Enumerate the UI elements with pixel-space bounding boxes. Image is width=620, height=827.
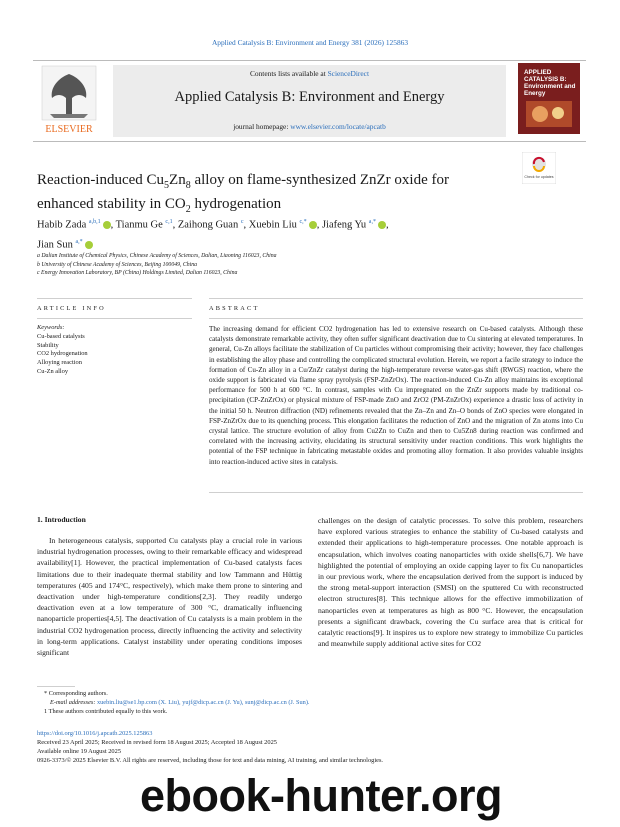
journal-title: Applied Catalysis B: Environment and Energy — [174, 89, 445, 105]
keyword: Stability — [37, 341, 59, 349]
badge-label: Check for updates — [524, 175, 554, 179]
keywords-block — [37, 324, 192, 377]
journal-header-center — [113, 65, 506, 137]
orcid-icon[interactable] — [103, 221, 111, 229]
article-info-heading: ARTICLE INFO — [37, 305, 106, 312]
authors-line-2: Jian Sun $^{a,*}$ — [37, 234, 507, 254]
check-for-updates-badge[interactable] — [522, 152, 556, 184]
introduction-heading: 1. Introduction — [37, 515, 86, 524]
orcid-icon[interactable] — [378, 221, 386, 229]
doi-link[interactable]: https://doi.org/10.1016/j.apcatb.2025.125863 — [37, 730, 153, 737]
orcid-icon[interactable] — [85, 241, 93, 249]
divider — [209, 318, 583, 319]
sciencedirect-link[interactable]: ScienceDirect — [327, 69, 370, 78]
journal-reference[interactable]: Applied Catalysis B: Environment and Energy 381 (2026) 125863 — [211, 38, 409, 47]
divider — [37, 298, 192, 299]
title-line-2: enhanced stability in $CO_2$ hydrogenation — [37, 196, 282, 215]
author-list — [37, 214, 507, 253]
copyright-line: 0926-3373/© 2025 Elsevier B.V. All rights are reserved, including those for text and data mining, AI training, and similar technologies. — [37, 757, 384, 764]
elsevier-logo — [38, 64, 100, 136]
affiliation-b: b University of Chinese Academy of Sciences, Beijing 100049, China — [37, 262, 198, 268]
watermark: ebook-hunter.org — [140, 770, 502, 821]
keyword: CO2 hydrogenation — [37, 350, 88, 358]
article-title — [37, 171, 507, 219]
journal-cover[interactable] — [518, 63, 580, 134]
corresponding-footnote: * Corresponding authors. — [44, 690, 108, 697]
intro-right-column: challenges on the design of catalytic processes. To solve this problem, researchers have explored various strategies to enhance the stability of Cu-based catalysts and extended their applications to high-temperature processes. One notable approach is encapsulation, which involves coating nanoparticles with oxide shells[6,7]. We have highlighted the potential of employing an oxide capping layer to fix Cu nanoparticles in our previous work, where the encapsulation derived from the support is induced by the strong metal-support interaction (SMSI) on the sputtered Cu with reconstructed electron structures[8]. This technique allows for the effective immobilization of nanoparticles even at temperatures as high as 800 °C. However, the encapsulation presents a significant drawback, covering the Cu surface area that is critical for catalytic reactions[9]. It inspires us to explore new strategy to immobilize Cu particles and meanwhile supply additional active sites for CO2 — [318, 516, 583, 649]
contents-line: Contents lists available at ScienceDirect — [249, 69, 370, 78]
intro-left-column: In heterogeneous catalysis, supported Cu catalysts play a crucial role in various industrial hydrogenation processes, owing to their remarkable efficacy and widespread availability[1]. However, the practical implementation of Cu-based catalysts faces limitations due to their inadequate thermal stability and low Tammann and Hüttig temperatures (405 and 174°C, respectively), which make them prone to sintering and deactivation under high-temperature conditions[2,3]. They readily undergo deactivation even at a low temperature of 300 °C, dramatically influencing nanoparticle properties[4,5]. The deactivation of Cu catalysts is a main problem in the industrial CO2 hydrogenation process, directly influencing the activity and selectivity in long-term applications. Catalyst instability under operating conditions imposes significant — [37, 536, 302, 658]
email-links[interactable]: xuebin.liu@se1.bp.com (X. Liu), yujf@dicp.ac.cn (J. Yu), sunj@dicp.ac.cn (J. Sun). — [97, 699, 310, 706]
keyword: Cu-based catalysts — [37, 332, 85, 340]
keyword: Cu-Zn alloy — [37, 367, 69, 375]
homepage-line: journal homepage: www.elsevier.com/locate/apcatb — [233, 122, 386, 131]
email-footnote: E-mail addresses: xuebin.liu@se1.bp.com (X. Liu), yujf@dicp.ac.cn (J. Yu), sunj@dicp.ac.cn (J. Sun). — [50, 699, 310, 706]
online-date: Available online 19 August 2025 — [37, 748, 122, 755]
affiliation-c: c Energy Innovation Laboratory, BP (China) Holdings Limited, Dalian 116023, China — [37, 270, 238, 276]
keywords-label: Keywords: — [37, 324, 65, 331]
check-updates-icon — [522, 152, 556, 184]
authors-line-1: Habib Zada $^{a,b,1}$ , Tianmu Ge $^{c,1}$, Zaihong Guan $^c$, Xuebin Liu $^{c,*}$ , Jiafeng Yu $^{a,*}$ , — [37, 219, 389, 231]
divider — [209, 492, 583, 493]
cover-graphic-icon — [526, 101, 572, 127]
affiliation-a: a Dalian Institute of Chemical Physics, Chinese Academy of Sciences, Dalian, Liaoning 116023, China — [37, 253, 277, 259]
abstract-text: The increasing demand for efficient CO2 hydrogenation has led to extensive research on Cu-based catalysts. Although these catalysts demonstrate remarkable activity, they often suffer significant deactivation due to Cu sintering at elevated temperatures. In general, Cu-Zn alloys facilitate the stabilization of Cu particles without compromising their activity; however, they face challenges in establishing the alloy phase and controlling the complicated structural evolution. Herein, we report a facile strategy to induce the formation of Cu-Zn alloy in a Cu/ZnZr catalyst during the high-temperature reverse water-gas shift (RWGS) reaction, where the oxide support is fabricated via flame spray pyrolysis (FSP-ZnZrOx). The reaction-induced Cu-Zn alloy maintains its exceptional performance for 500 h at 600 °C. In contrast, samples with Cu impregnated on the ZnZr supports made by traditional co-precipitation (CP-ZnZrOx) or physical mixture of FSP-made ZnO and ZrO2 (PM-ZnZrOx) experience a drastic loss of activity in the initial 50 h. Neutron diffraction (ND) refinements revealed that the Zn–Zn and Zn–O bonds of ZnO species were elongated in FSP-ZnZrOx due to its quenching process. This elongation facilitates the reduction of ZnO and the migration of Zn atoms into Cu crystal lattice. The structure evolution of alloy from Cu2Zn to CuZn and then to Cu5Zn8 during reaction was confirmed and correlated with the increasing activity, elucidating its structural sensitivity under reaction conditions. This work highlights the potential of the FSP technique in fabricating metastable oxides and promoting alloy formation. It also provides valuable insights into reaction-induced active sites in catalysis. — [209, 325, 583, 466]
elsevier-wordmark: ELSEVIER — [45, 124, 93, 135]
divider — [209, 298, 583, 299]
cover-title: APPLIED CATALYSIS B: Environment and Energy — [524, 69, 576, 97]
keyword: Alloying reaction — [37, 359, 82, 367]
orcid-icon[interactable] — [309, 221, 317, 229]
divider — [37, 318, 192, 319]
abstract-heading: ABSTRACT — [209, 305, 260, 312]
journal-header — [33, 60, 586, 142]
equal-contribution-footnote: 1 These authors contributed equally to this work. — [44, 708, 168, 715]
footnote-divider — [37, 686, 75, 687]
received-dates: Received 23 April 2025; Received in revised form 18 August 2025; Accepted 18 August 2025 — [37, 739, 277, 746]
title-line-1: Reaction-induced $Cu_5Zn_8$ alloy on flame-synthesized ZnZr oxide for — [37, 172, 449, 191]
elsevier-tree-icon — [38, 64, 100, 136]
homepage-link[interactable]: www.elsevier.com/locate/apcatb — [290, 122, 386, 131]
